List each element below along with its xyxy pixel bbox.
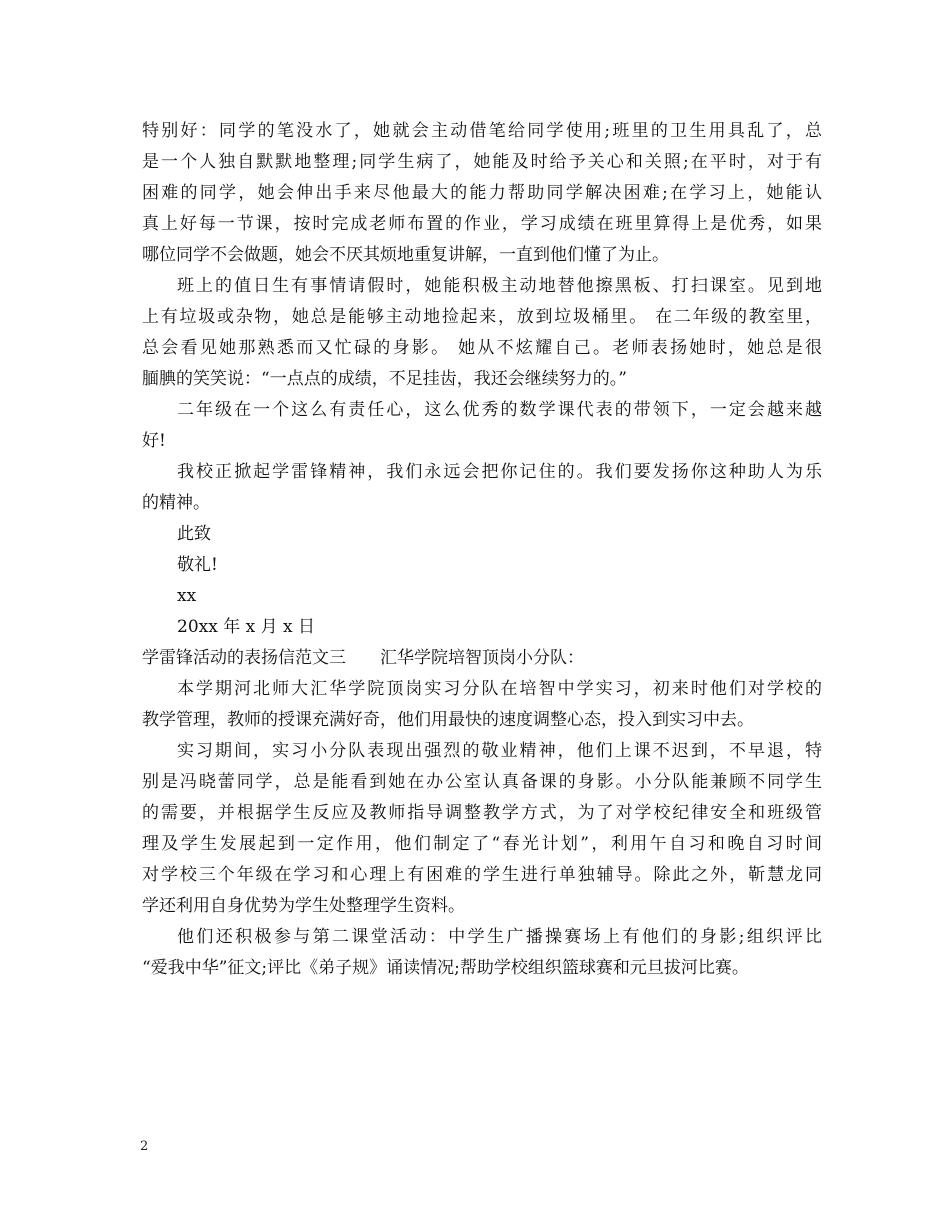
text-line: 他们还积极参与第二课堂活动：中学生广播操赛场上有他们的身影;组织评比 (177, 927, 822, 947)
text-line: 此致 (177, 524, 211, 544)
text-line: 哪位同学不会做题，她会不厌其烦地重复讲解，一直到他们懂了为止。 (142, 245, 669, 265)
text-line: 是一个人独自默默地整理;同学生病了，她能及时给予关心和关照;在平时，对于有 (142, 152, 822, 172)
text-line: 真上好每一节课，按时完成老师布置的作业，学习成绩在班里算得上是优秀，如果 (142, 214, 822, 234)
page-number: 2 (140, 1139, 149, 1154)
text-line: 上有垃圾或杂物，她总是能够主动地捡起来，放到垃圾桶里。 在二年级的教室里， (142, 307, 822, 327)
text-line: 教学管理，教师的授课充满好奇，他们用最快的速度调整心态，投入到实习中去。 (142, 710, 754, 730)
text-line: 20xx 年 x 月 x 日 (177, 617, 316, 637)
text-line: 别是冯晓蕾同学，总是能看到她在办公室认真备课的身影。小分队能兼顾不同学生 (142, 772, 822, 792)
document-body (142, 116, 822, 984)
text-line: 学还利用自身优势为学生处整理学生资料。 (142, 896, 465, 916)
text-line: 我校正掀起学雷锋精神，我们永远会把你记住的。我们要发扬你这种助人为乐 (177, 462, 822, 482)
text-line: 好! (142, 431, 166, 451)
text-line: 的精神。 (142, 493, 210, 513)
text-line: 敬礼! (177, 555, 218, 575)
text-line: “爱我中华”征文;评比《弟子规》诵读情况;帮助学校组织篮球赛和元旦拔河比赛。 (142, 958, 749, 978)
text-line: 本学期河北师大汇华学院顶岗实习分队在培智中学实习，初来时他们对学校的 (177, 679, 822, 699)
text-line: 的需要，并根据学生反应及教师指导调整教学方式，为了对学校纪律安全和班级管 (142, 803, 822, 823)
text-line: 实习期间，实习小分队表现出强烈的敬业精神，他们上课不迟到，不早退，特 (177, 741, 822, 761)
text-line: 班上的值日生有事情请假时，她能积极主动地替他擦黑板、打扫课室。见到地 (177, 276, 822, 296)
text-line: 腼腆的笑笑说：“一点点的成绩，不足挂齿，我还会继续努力的。” (142, 369, 627, 389)
text-line: 学雷锋活动的表扬信范文三 汇华学院培智顶岗小分队： (142, 648, 584, 668)
text-line: 二年级在一个这么有责任心，这么优秀的数学课代表的带领下，一定会越来越 (177, 400, 822, 420)
text-line: 总会看见她那熟悉而又忙碌的身影。 她从不炫耀自己。老师表扬她时，她总是很 (142, 338, 822, 358)
text-line: xx (177, 586, 197, 606)
text-line: 特别好：同学的笔没水了，她就会主动借笔给同学使用;班里的卫生用具乱了，总 (142, 121, 822, 141)
text-line: 对学校三个年级在学习和心理上有困难的学生进行单独辅导。除此之外，靳慧龙同 (142, 865, 822, 885)
text-line: 理及学生发展起到一定作用，他们制定了“春光计划”，利用午自习和晚自习时间 (142, 834, 822, 854)
text-line: 困难的同学，她会伸出手来尽他最大的能力帮助同学解决困难;在学习上，她能认 (142, 183, 822, 203)
